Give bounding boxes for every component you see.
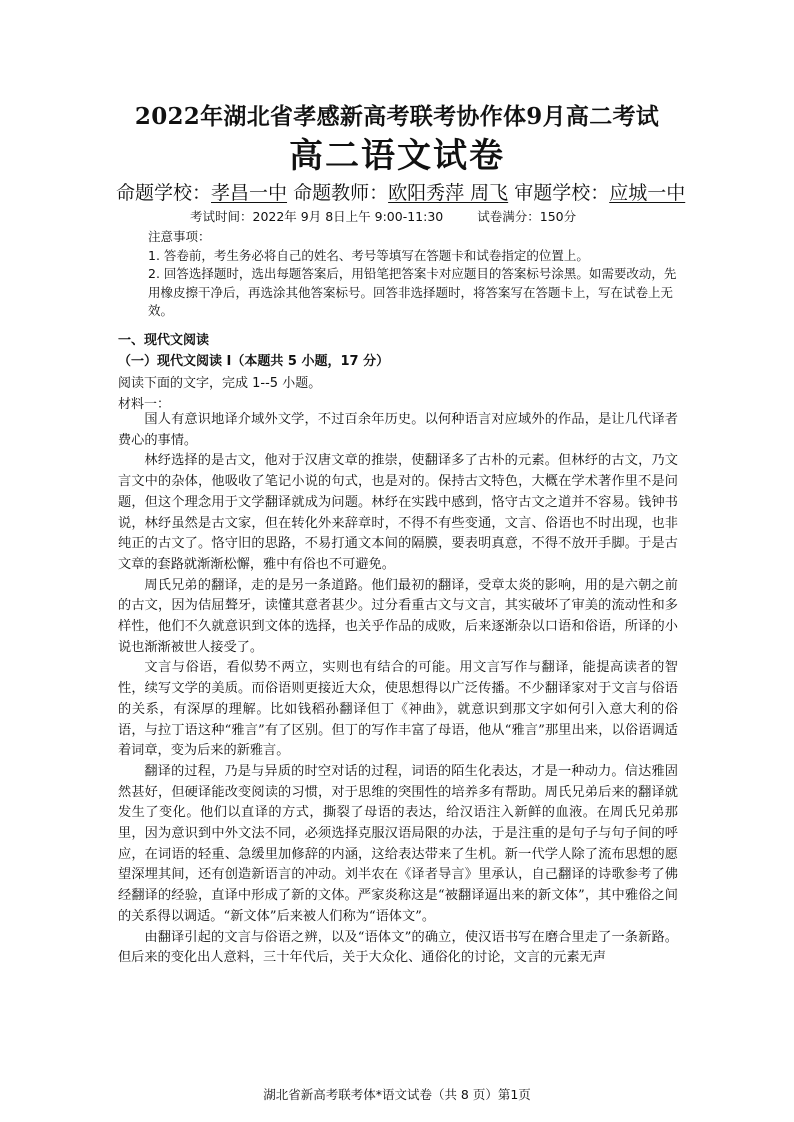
note-item: 1. 答卷前，考生务必将自己的姓名、考号等填写在答题卡和试卷指定的位置上。	[148, 247, 589, 263]
teacher-names: 欧阳秀萍 周飞	[388, 182, 509, 204]
passage-paragraph: 由翻译引起的文言与俗语之辨，以及“语体文”的确立，使汉语书写在磨合里走了一条新路。但后来的变化出人意料，三十年代后，关于大众化、通俗化的讨论，文言的元素无声	[118, 929, 678, 966]
notes	[148, 228, 678, 321]
passage-paragraph: 文言与俗语，看似势不两立，实则也有结合的可能。用文言写作与翻译，能提高读者的智性，续写文学的美质。而俗语则更接近大众，使思想得以广泛传播。不少翻译家对于文言与俗语的关系，有深厚的理解。比如钱稻孙翻译但丁《神曲》，就意识到那文字如何引入意大利的俗语，与拉丁语这种“雅言”有了区别。但丁的写作丰富了母语，他从“雅言”那里出来，以俗语调适着词章，变为后来的新雅言。	[118, 660, 678, 759]
teacher-label: 命题教师：	[293, 182, 389, 204]
passage	[118, 410, 678, 969]
exam-time: 考试时间：2022年 9月 8日上午 9:00-11:30	[190, 209, 444, 224]
section-title: 一、现代文阅读	[118, 333, 210, 348]
exam-title: 2022年湖北省孝感新高考联考协作体9月高二考试	[134, 103, 660, 130]
passage-paragraph: 国人有意识地译介域外文学，不过百余年历史。以何种语言对应域外的作品，是让几代译者费心的事情。	[118, 412, 678, 448]
review-label: 审题学校：	[514, 182, 610, 204]
section-subtitle: （一）现代文阅读 I（本题共 5 小题，17 分）	[118, 354, 390, 369]
credits-line	[116, 178, 716, 205]
exam-score: 试卷满分：150分	[477, 209, 577, 224]
review-school: 应城一中	[609, 182, 686, 204]
passage-paragraph: 周氏兄弟的翻译，走的是另一条道路。他们最初的翻译，受章太炎的影响，用的是六朝之前的古文，因为佶屈聱牙，读懂其意者甚少。过分看重古文与文言，其实破坏了审美的流动性和多样性，他们不久就意识到文体的选择，也关乎作品的成败，后来逐渐杂以口语和俗语，所译的小说也渐渐被世人接受了。	[118, 577, 678, 655]
exam-info	[190, 207, 576, 225]
notes-heading: 注意事项：	[148, 229, 211, 244]
paper-title: 高二语文试卷	[289, 136, 505, 176]
school-name: 孝昌一中	[211, 182, 288, 204]
school-label: 命题学校：	[116, 182, 212, 204]
material-label: 材料一：	[118, 397, 171, 412]
note-item: 2. 回答选择题时，选出每题答案后，用铅笔把答案卡对应题目的答案标号涂黑。如需要改动，先用橡皮擦干净后，再选涂其他答案标号。回答非选择题时，将答案写在答题卡上，写在试卷上无效。	[148, 266, 677, 318]
reading-instruction: 阅读下面的文字，完成 1--5 小题。	[118, 376, 322, 391]
passage-paragraph: 林纾选择的是古文，他对于汉唐文章的推崇，使翻译多了古朴的元素。但林纾的古文，乃文言文中的杂体，他吸收了笔记小说的句式，也是对的。保持古文特色，大概在学术著作里不是问题，但这个理念用于文学翻译就成为问题。林纾在实践中感到，恪守古文之道并不容易。钱钟书说，林纾虽然是古文家，但在转化外来辞章时，不得不有些变通，文言、俗语也不时出现，也非纯正的古文了。恪守旧的思路，不易打通文本间的隔膜，要表明真意，不得不放开手脚。于是古文章的套路就渐渐松懈，雅中有俗也不可避免。	[118, 453, 678, 572]
page-footer: 湖北省新高考联考体*语文试卷（共 8 页）第1页	[263, 1087, 531, 1102]
passage-paragraph: 翻译的过程，乃是与异质的时空对话的过程，词语的陌生化表达，才是一种动力。信达雅固然甚好，但硬译能改变阅读的习惯，对于思维的突围性的培养多有帮助。周氏兄弟后来的翻译就发生了变化。他们以直译的方式，撕裂了母语的表达，给汉语注入新鲜的血液。在周氏兄弟那里，因为意识到中外文法不同，必须选择克服汉语局限的办法，于是注重的是句子与句子间的呼应，在词语的轻重、急缓里加修辞的内涵，这给表达带来了生机。新一代学人除了流布思想的愿望深埋其间，还有创造新语言的冲动。刘半农在《译者导言》里承认，自己翻译的诗歌参考了佛经翻译的经验，直译中形成了新的文体。严家炎称这是“被翻译逼出来的新文体”，其中雅俗之间的关系得以调适。“新文体”后来被人们称为“语体文”。	[118, 763, 678, 924]
